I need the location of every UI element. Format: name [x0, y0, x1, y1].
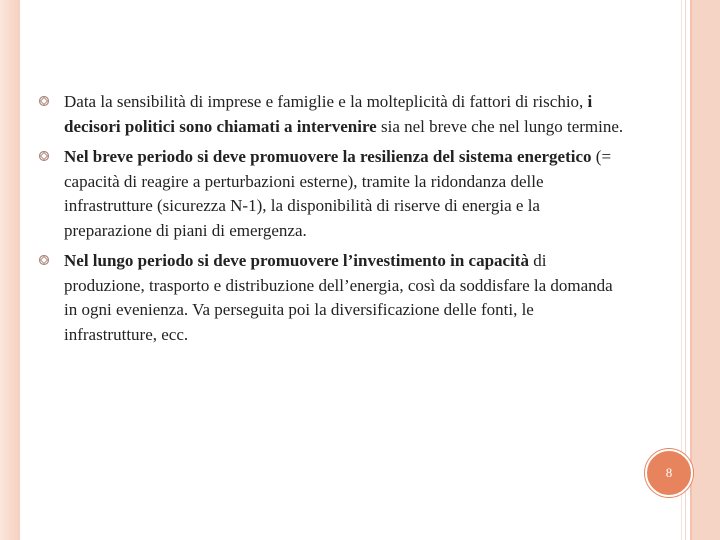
diamond-bullet-icon — [38, 254, 50, 266]
bullet-item-2 — [36, 145, 626, 243]
slide-body — [36, 90, 626, 353]
bullet-text: Data la sensibilità di imprese e famiglie e la molteplicità di fattori di rischio, — [64, 92, 588, 111]
bullet-text: di produzione, trasporto e distribuzione dell’energia, così da soddisfare la domanda in ogni evenienza. Va perseguita poi la diversificazione delle fonti, le infrastrutture, ecc. — [64, 251, 613, 344]
bullet-item-3 — [36, 249, 626, 347]
diamond-bullet-icon — [38, 95, 50, 107]
right-decorative-border — [692, 0, 720, 540]
left-decorative-border — [0, 0, 20, 540]
bullet-text: (= capacità di reagire a perturbazioni esterne), tramite la ridondanza delle infrastrutture (sicurezza N-1), la disponibilità di riserve di energia e la preparazione di piani di emergenza. — [64, 147, 612, 240]
bullet-emphasis: i decisori politici sono chiamati a intervenire — [64, 92, 593, 136]
bullet-text: sia nel breve che nel lungo termine. — [376, 116, 624, 136]
bullet-emphasis: Nel lungo periodo si deve promuovere l’investimento in capacità — [64, 251, 529, 270]
page-number: 8 — [665, 465, 673, 480]
bullet-item-1 — [36, 90, 626, 139]
diamond-bullet-icon — [38, 150, 50, 162]
bullet-emphasis: Nel breve periodo si deve promuovere la resilienza del sistema energetico — [64, 147, 592, 166]
page-number-badge — [645, 449, 693, 497]
